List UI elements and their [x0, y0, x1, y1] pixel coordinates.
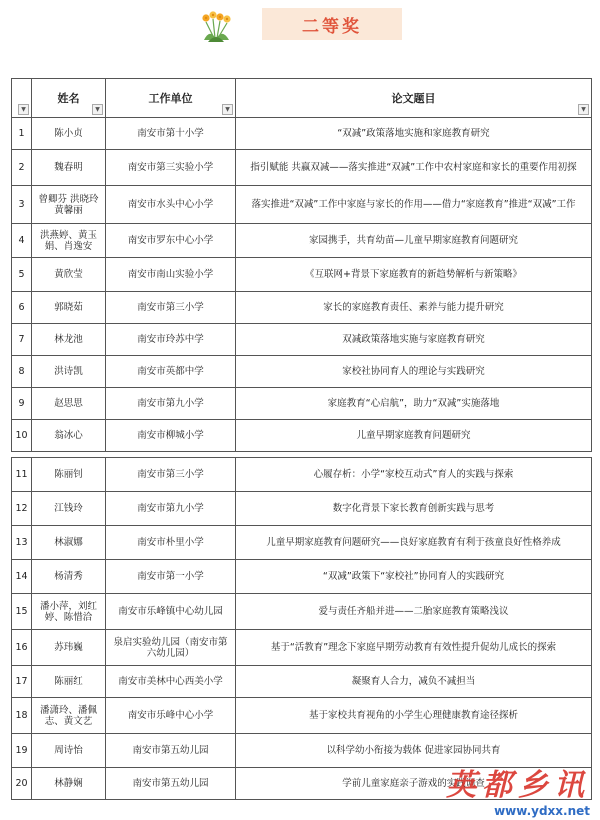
row-title: 数字化背景下家长教育创新实践与思考	[236, 492, 592, 526]
row-name: 林龙池	[32, 324, 106, 356]
row-name: 陈小贞	[32, 118, 106, 150]
col-header-index	[12, 79, 32, 118]
table-row	[12, 420, 592, 452]
table-body-part-2	[12, 458, 592, 800]
row-name: 潘小萍，刘红婷、陈惜洽	[32, 594, 106, 630]
row-title: “双减”政策下“家校社”协同育人的实践研究	[236, 560, 592, 594]
row-number: 19	[12, 734, 32, 768]
row-title: 基于家校共育视角的小学生心理健康教育途径探析	[236, 698, 592, 734]
table-row	[12, 186, 592, 224]
row-number: 11	[12, 458, 32, 492]
table-row	[12, 458, 592, 492]
table-row	[12, 258, 592, 292]
header	[0, 0, 600, 60]
table-row	[12, 292, 592, 324]
table-row	[12, 594, 592, 630]
row-unit: 南安市第九小学	[106, 492, 236, 526]
row-title: 以科学幼小衔接为载体 促进家园协同共育	[236, 734, 592, 768]
row-title: 落实推进“双减”工作中家庭与家长的作用——借力“家庭教育”推进“双减”工作	[236, 186, 592, 224]
table-row	[12, 356, 592, 388]
row-name: 周诗怡	[32, 734, 106, 768]
row-number: 8	[12, 356, 32, 388]
row-name: 林淑娜	[32, 526, 106, 560]
award-table	[11, 78, 592, 800]
table-body-part-1	[12, 118, 592, 452]
row-name: 江钱玲	[32, 492, 106, 526]
row-name: 洪诗凯	[32, 356, 106, 388]
col-header-unit: 工作单位 ▼	[106, 79, 236, 118]
watermark	[446, 760, 590, 818]
table-row	[12, 698, 592, 734]
row-name: 魏春明	[32, 150, 106, 186]
row-title: 家校社协同育人的理论与实践研究	[236, 356, 592, 388]
filter-dropdown-icon[interactable]: ▼	[222, 104, 233, 115]
row-name: 陈丽红	[32, 666, 106, 698]
row-title: 学前儿童家庭亲子游戏的实践调查	[236, 768, 592, 800]
row-title: 心履存析：小学“家校互动式”育人的实践与探索	[236, 458, 592, 492]
row-unit: 南安市柳城小学	[106, 420, 236, 452]
table-row	[12, 388, 592, 420]
table-row	[12, 666, 592, 698]
row-unit: 南安市朴里小学	[106, 526, 236, 560]
row-name: 郭晓茹	[32, 292, 106, 324]
row-unit: 南安市南山实验小学	[106, 258, 236, 292]
row-title: 家园携手，共育幼苗—儿童早期家庭教育问题研究	[236, 224, 592, 258]
filter-dropdown-icon[interactable]: ▼	[18, 104, 29, 115]
row-unit: 南安市玲苏中学	[106, 324, 236, 356]
table-header-row	[12, 79, 592, 118]
row-number: 13	[12, 526, 32, 560]
row-number: 4	[12, 224, 32, 258]
row-number: 9	[12, 388, 32, 420]
row-name: 黄欣莹	[32, 258, 106, 292]
row-unit: 南安市罗东中心小学	[106, 224, 236, 258]
row-number: 18	[12, 698, 32, 734]
table-row	[12, 492, 592, 526]
row-name: 曾卿芬 洪晓玲 黄馨丽	[32, 186, 106, 224]
row-unit: 南安市水头中心小学	[106, 186, 236, 224]
row-unit: 南安市第一小学	[106, 560, 236, 594]
row-title: 家庭教育“心启航”，助力“双减”实施落地	[236, 388, 592, 420]
row-title: 儿童早期家庭教育问题研究——良好家庭教育有利于孩童良好性格养成	[236, 526, 592, 560]
row-unit: 南安市第五幼儿园	[106, 768, 236, 800]
row-number: 12	[12, 492, 32, 526]
row-title: 爱与责任齐船并进——二胎家庭教育策略浅议	[236, 594, 592, 630]
row-unit: 南安市第十小学	[106, 118, 236, 150]
row-title: 家长的家庭教育责任、素养与能力提升研究	[236, 292, 592, 324]
watermark-title: 英都乡讯	[446, 768, 590, 803]
row-title: 儿童早期家庭教育问题研究	[236, 420, 592, 452]
row-number: 5	[12, 258, 32, 292]
row-number: 3	[12, 186, 32, 224]
row-title: “双减”政策落地实施和家庭教育研究	[236, 118, 592, 150]
row-number: 6	[12, 292, 32, 324]
row-title: 指引赋能 共赢双减——落实推进“双减”工作中农村家庭和家长的重要作用初探	[236, 150, 592, 186]
row-unit: 南安市英都中学	[106, 356, 236, 388]
flower-cluster-icon	[196, 8, 236, 48]
row-unit: 泉启实验幼儿园（南安市第六幼儿园）	[106, 630, 236, 666]
table-row	[12, 560, 592, 594]
row-name: 林静娴	[32, 768, 106, 800]
table-row	[12, 224, 592, 258]
row-title: 《互联网+背景下家庭教育的新趋势解析与新策略》	[236, 258, 592, 292]
filter-dropdown-icon[interactable]: ▼	[578, 104, 589, 115]
row-title: 基于“活教育”理念下家庭早期劳动教育有效性提升促幼儿成长的探索	[236, 630, 592, 666]
row-unit: 南安市第五幼儿园	[106, 734, 236, 768]
table-row	[12, 526, 592, 560]
row-number: 10	[12, 420, 32, 452]
row-unit: 南安市第九小学	[106, 388, 236, 420]
filter-dropdown-icon[interactable]: ▼	[92, 104, 103, 115]
col-header-title: 论文题目 ▼	[236, 79, 592, 118]
row-unit: 南安市美林中心西美小学	[106, 666, 236, 698]
row-unit: 南安市乐峰中心小学	[106, 698, 236, 734]
award-title: 二等奖	[302, 16, 362, 37]
row-number: 15	[12, 594, 32, 630]
row-number: 2	[12, 150, 32, 186]
row-number: 7	[12, 324, 32, 356]
row-number: 20	[12, 768, 32, 800]
row-name: 洪燕婷、黄玉娟、肖逸安	[32, 224, 106, 258]
row-number: 1	[12, 118, 32, 150]
row-title: 双减政策落地实施与家庭教育研究	[236, 324, 592, 356]
table-row	[12, 118, 592, 150]
row-number: 16	[12, 630, 32, 666]
row-name: 苏玮巍	[32, 630, 106, 666]
row-unit: 南安市第三小学	[106, 292, 236, 324]
table-row	[12, 150, 592, 186]
award-banner	[262, 8, 402, 40]
row-number: 17	[12, 666, 32, 698]
table-row	[12, 630, 592, 666]
row-name: 杨清秀	[32, 560, 106, 594]
row-name: 潘潇玲、潘佩志、黄文艺	[32, 698, 106, 734]
row-name: 翁冰心	[32, 420, 106, 452]
watermark-url: www.ydxx.net	[494, 804, 590, 818]
row-name: 陈丽钊	[32, 458, 106, 492]
table-row	[12, 324, 592, 356]
row-name: 赵思思	[32, 388, 106, 420]
row-number: 14	[12, 560, 32, 594]
row-title: 凝聚育人合力，减负不减担当	[236, 666, 592, 698]
col-header-name: 姓名 ▼	[32, 79, 106, 118]
row-unit: 南安市第三小学	[106, 458, 236, 492]
row-unit: 南安市第三实验小学	[106, 150, 236, 186]
row-unit: 南安市乐峰镇中心幼儿园	[106, 594, 236, 630]
